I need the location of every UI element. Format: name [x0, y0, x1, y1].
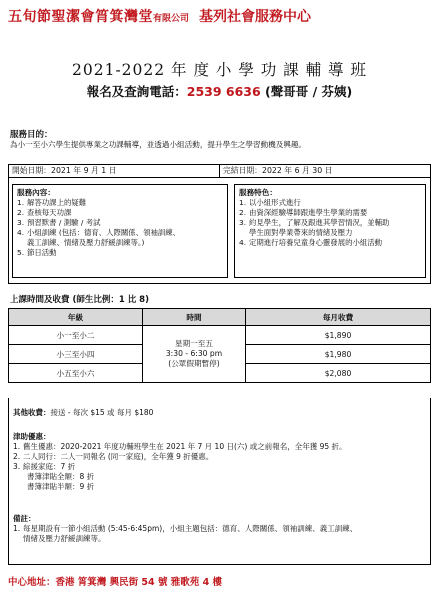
- service-boxes: [8, 177, 431, 284]
- list-item-number: 1.: [13, 442, 21, 451]
- list-item-number: 4.: [17, 228, 25, 237]
- list-item-text: 以小組形式進行: [249, 198, 301, 207]
- header-time: 時間: [143, 309, 246, 326]
- discount-sub-2: 書簿津貼半額：9 折: [27, 482, 95, 491]
- list-item: [17, 228, 223, 238]
- discount-label: 津助優惠：: [13, 432, 51, 441]
- list-item: [239, 228, 421, 238]
- org-suffix: 有限公司: [153, 14, 190, 24]
- date-row: [8, 164, 431, 177]
- org-name: 五旬節聖潔會筲箕灣堂: [8, 9, 153, 25]
- features-box: [234, 184, 426, 278]
- list-item: [239, 208, 421, 218]
- time-hours: 3:30 - 6:30 pm: [165, 349, 223, 358]
- table-row: [9, 326, 431, 345]
- list-item-text: 查核每天功課: [27, 208, 72, 217]
- list-item: [17, 208, 223, 218]
- enquiry-line: [0, 82, 439, 100]
- list-item: [13, 534, 427, 544]
- fee-cell: $2,080: [246, 364, 431, 383]
- centre-name: 基列社會服務中心: [199, 9, 312, 25]
- list-item: [239, 218, 421, 228]
- grade-cell: 小五至小六: [9, 364, 143, 383]
- other-fee-text: 接送 - 每次 $15 或 每月 $180: [50, 408, 154, 417]
- list-item-text: 情緒及壓力舒緩訓練等。: [23, 534, 106, 543]
- fee-cell: $1,890: [246, 326, 431, 345]
- time-days: 星期一至五: [175, 339, 213, 348]
- header-grade: 年級: [9, 309, 143, 326]
- list-item-number: [239, 228, 249, 238]
- table-header-row: [9, 309, 431, 326]
- fees-details: [8, 398, 431, 565]
- list-item-text: 綜援家庭：7 折: [23, 462, 76, 471]
- list-item-text: 定期進行培養兒童身心靈發展的小組活動: [249, 238, 383, 247]
- start-date: 開始日期：2021 年 9 月 1 日: [12, 166, 117, 175]
- enquiry-label: 報名及查詢電話：: [86, 84, 187, 99]
- list-item: [13, 442, 427, 452]
- list-item: [17, 198, 223, 208]
- list-item-text: 學生面對學業帶來的情緒及壓力: [249, 228, 353, 237]
- page-title: 2021-2022 年 度 小 學 功 課 輔 導 班: [72, 61, 367, 79]
- list-item-text: 每星期設有一節小組活動 (5:45-6:45pm)，小組主題包括：德育、人際關係、領袖訓練、義工訓練、: [23, 524, 358, 533]
- list-item-text: 義工訓練、情緒及壓力舒緩訓練等。): [27, 238, 145, 247]
- list-item-text: 解答功課上的疑難: [27, 198, 87, 207]
- list-item: [13, 452, 427, 462]
- list-item-number: 1.: [13, 524, 21, 533]
- list-item-text: 二人同行：二人一同報名 (同一家庭)，全年獲 9 折優惠。: [23, 452, 214, 461]
- org-header: [8, 6, 431, 26]
- list-item-number: 2.: [13, 452, 21, 461]
- list-item-text: 預習默書 / 測驗 / 考試: [27, 218, 101, 227]
- list-item: [13, 524, 427, 534]
- features-list: [239, 198, 421, 248]
- centre-address: 中心地址：香港 筲箕灣 興民街 54 號 雅歌苑 4 樓: [8, 577, 222, 588]
- discount-sub-1: 書簿津貼全額：8 折: [27, 472, 95, 481]
- features-title: 服務特色：: [239, 188, 277, 197]
- list-item-text: 舊生優惠：2020-2021 年度功輔班學生在 2021 年 7 月 10 日(六) 或之前報名，全年獲 95 折。: [23, 442, 347, 451]
- remarks-label: 備註：: [13, 514, 36, 523]
- list-item-number: 4.: [239, 238, 247, 247]
- list-item-number: [13, 534, 23, 544]
- time-holiday: (公眾假期暫停): [168, 359, 220, 368]
- list-item-number: 3.: [13, 462, 21, 471]
- grade-cell: 小一至小二: [9, 326, 143, 345]
- objective-label: 服務目的：: [10, 130, 53, 140]
- list-item-number: 5.: [17, 248, 25, 257]
- list-item: [239, 238, 421, 248]
- content-box: [12, 184, 228, 278]
- list-item-number: 2.: [17, 208, 25, 217]
- discount-block: [13, 432, 427, 492]
- fee-cell: $1,980: [246, 345, 431, 364]
- other-fee-label: 其他收費：: [13, 408, 51, 417]
- fee-table: [8, 308, 431, 383]
- schedule-label: 上課時間及收費 (師生比例：1 比 8): [10, 295, 149, 305]
- time-cell: [143, 326, 246, 383]
- content-title: 服務內容：: [17, 188, 55, 197]
- discount-list: [13, 442, 427, 472]
- grade-cell: 小三至小四: [9, 345, 143, 364]
- list-item-text: 由資深經驗導師跟進學生學業的需要: [249, 208, 368, 217]
- list-item: [17, 238, 223, 248]
- content-list: [17, 198, 223, 258]
- enquiry-phone: 2539 6636: [186, 84, 261, 99]
- list-item: [17, 248, 223, 258]
- list-item-number: 3.: [17, 218, 25, 227]
- end-date: 完結日期：2022 年 6 月 30 日: [219, 165, 430, 177]
- list-item: [239, 198, 421, 208]
- list-item-number: [17, 238, 27, 248]
- objective-text: 為小一至小六學生提供專業之功課輔導，並透過小組活動，提升學生之學習動機及興趣。: [10, 140, 307, 149]
- enquiry-contact: (聲哥哥 / 芬姨): [265, 84, 353, 99]
- list-item: [17, 218, 223, 228]
- list-item-text: 約見學生，了解及跟進其學習情況，並輔助: [249, 218, 390, 227]
- list-item-number: 1.: [17, 198, 25, 207]
- list-item: [13, 462, 427, 472]
- list-item-text: 節日活動: [27, 248, 57, 257]
- list-item-number: 3.: [239, 218, 247, 227]
- remarks-list: [13, 524, 427, 544]
- list-item-number: 1.: [239, 198, 247, 207]
- list-item-text: 小組訓練 (包括：德育、人際關係、領袖訓練、: [27, 228, 181, 237]
- header-fee: 每月收費: [246, 309, 431, 326]
- other-fee: [13, 408, 153, 418]
- remarks-block: [13, 514, 427, 544]
- list-item-number: 2.: [239, 208, 247, 217]
